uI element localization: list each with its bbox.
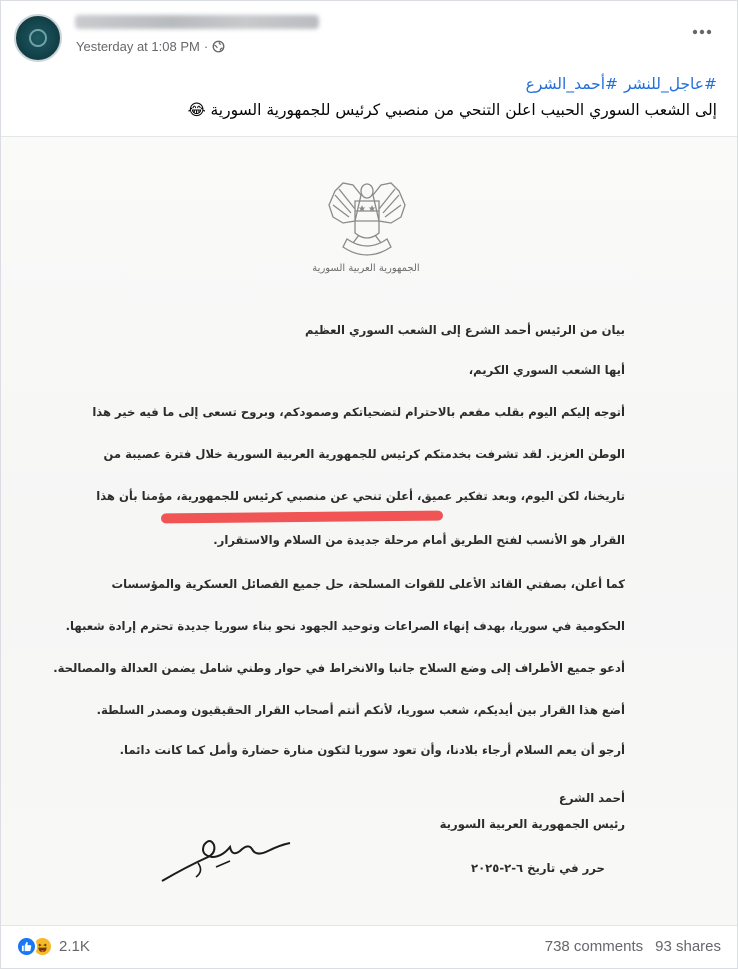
document-line: أيها الشعب السوري الكريم، <box>468 363 625 377</box>
document-line: الوطن العزيز. لقد تشرفت بخدمتكم كرئيس للجمهورية العربية السورية خلال فترة عصيبة من <box>103 447 625 461</box>
hashtag-link[interactable]: #أحمد_الشرع <box>525 75 619 93</box>
emblem-caption: الجمهورية العربية السورية <box>312 263 420 274</box>
comments-count-link[interactable]: 738 comments <box>544 938 644 955</box>
post-caption <box>27 71 717 123</box>
document-line: الحكومية في سوريا، بهدف إنهاء الصراعات وتوحيد الجهود نحو بناء سوريا جديدة تحترم إرادة شعبها. <box>65 619 625 633</box>
shares-count-link[interactable]: 93 shares <box>655 938 721 955</box>
document-line: أضع هذا القرار بين أيديكم، شعب سوريا، لأنكم أنتم أصحاب القرار الحقيقيون ومصدر السلطة. <box>96 703 625 717</box>
document-line: كما أعلن، بصفتي القائد الأعلى للقوات المسلحة، حل جميع الفصائل العسكرية والمؤسسات <box>111 577 625 591</box>
meta-separator: · <box>203 39 209 54</box>
document-line: القرار هو الأنسب لفتح الطريق أمام مرحلة جديدة من السلام والاستقرار. <box>213 533 625 547</box>
avatar-emblem-icon <box>29 29 47 47</box>
signer-name: أحمد الشرع <box>558 791 625 805</box>
post-timestamp[interactable]: Yesterday at 1:08 PM <box>76 39 200 54</box>
red-highlight-mark <box>161 511 443 524</box>
engagement-stats <box>545 938 721 955</box>
page-avatar[interactable] <box>14 14 62 62</box>
post-footer <box>1 925 737 969</box>
hashtag-link[interactable]: #عاجل_للنشر <box>624 75 717 93</box>
document-line: أتوجه إليكم اليوم بقلب مفعم بالاحترام لتضحياتكم وصمودكم، وبروح تسعى إلى ما فيه خير هذا <box>92 405 625 419</box>
document-line: أرجو أن يعم السلام أرجاء بلادنا، وأن تعود سوريا لتكون منارة حضارة وأمل كما كانت دائما. <box>119 743 625 757</box>
globe-icon[interactable] <box>212 40 225 53</box>
more-options-button[interactable] <box>689 19 715 45</box>
syrian-eagle-emblem-icon <box>325 177 409 269</box>
page-name-blurred[interactable] <box>75 15 319 29</box>
ellipsis-icon <box>692 29 712 35</box>
signer-title: رئيس الجمهورية العربية السورية <box>439 817 625 831</box>
reactions-summary[interactable] <box>16 936 90 957</box>
post-meta <box>76 39 225 54</box>
handwritten-signature <box>156 827 296 887</box>
reaction-count[interactable]: 2.1K <box>59 938 90 955</box>
caption-text: إلى الشعب السوري الحبيب اعلن التنحي من منصبي كرئيس للجمهورية السورية 😂 <box>187 101 717 119</box>
like-icon <box>16 936 37 957</box>
hashtag-row <box>27 71 717 97</box>
post-image[interactable] <box>1 136 737 926</box>
document-line: بيان من الرئيس أحمد الشرع إلى الشعب السوري العظيم <box>305 323 625 337</box>
document-line: أدعو جميع الأطراف إلى وضع السلاح جانبا والانخراط في حوار وطني شامل يضمن العدالة والمصالحة. <box>53 661 625 675</box>
date-line: حرر في تاريخ ٦-٢-٢٠٢٥ <box>471 861 605 875</box>
post-header <box>1 1 737 67</box>
document-line: تاريخنا، لكن اليوم، وبعد تفكير عميق، أعلن تنحي عن منصبي كرئيس للجمهورية، مؤمنا بأن هذا <box>96 489 625 503</box>
document-paper <box>1 137 737 925</box>
